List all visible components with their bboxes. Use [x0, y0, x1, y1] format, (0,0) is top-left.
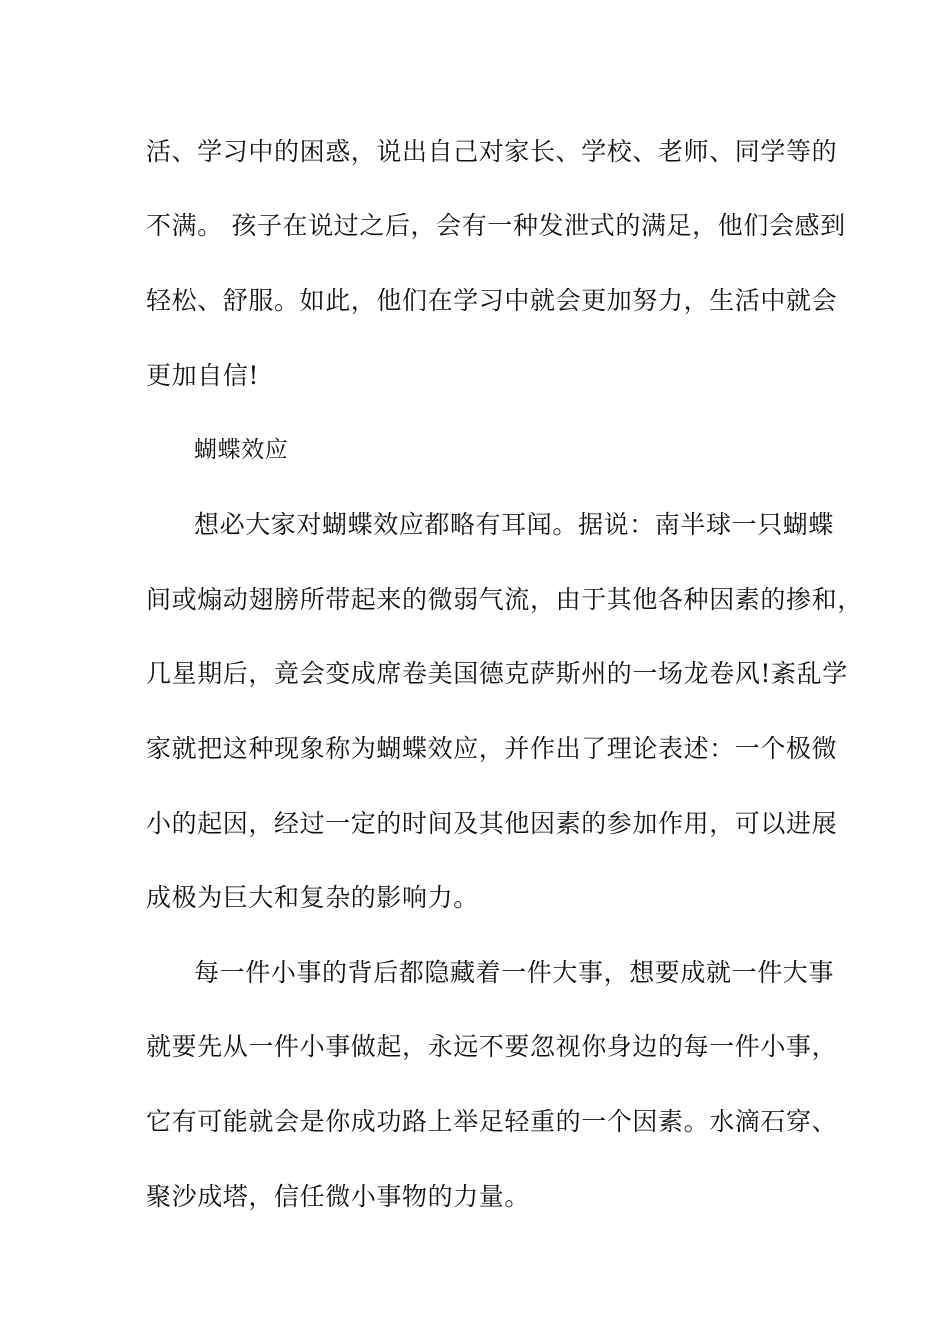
- paragraph-line: 它有可能就会是你成功路上举足轻重的一个因素。水滴石穿、: [146, 1107, 838, 1136]
- paragraph-line: 成极为巨大和复杂的影响力。: [146, 883, 479, 912]
- paragraph-line: 家就把这种现象称为蝴蝶效应，并作出了理论表述：一个极微: [146, 734, 838, 763]
- section-heading: 蝴蝶效应: [194, 437, 289, 463]
- paragraph-line: 就要先从一件小事做起，永远不要忽视你身边的每一件小事，: [146, 1032, 838, 1061]
- paragraph-line: 小的起因，经过一定的时间及其他因素的参加作用，可以进展: [146, 809, 838, 838]
- paragraph-line: 更加自信!: [146, 361, 260, 390]
- paragraph-line: 不满。 孩子在说过之后，会有一种发泄式的满足，他们会感到: [146, 211, 846, 240]
- paragraph-line: 每一件小事的背后都隐藏着一件大事，想要成就一件大事: [194, 958, 835, 987]
- paragraph-line: 想必大家对蝴蝶效应都略有耳闻。据说：南半球一只蝴蝶: [194, 510, 835, 539]
- paragraph-line: 活、学习中的困惑，说出自己对家长、学校、老师、同学等的: [146, 137, 838, 166]
- paragraph-line: 几星期后，竟会变成席卷美国德克萨斯州的一场龙卷风!紊乱学: [146, 659, 848, 688]
- paragraph-line: 轻松、舒服。如此，他们在学习中就会更加努力，生活中就会: [146, 286, 838, 315]
- paragraph-line: 聚沙成塔，信任微小事物的力量。: [146, 1182, 531, 1211]
- paragraph-line: 间或煽动翅膀所带起来的微弱气流，由于其他各种因素的掺和，: [146, 585, 863, 614]
